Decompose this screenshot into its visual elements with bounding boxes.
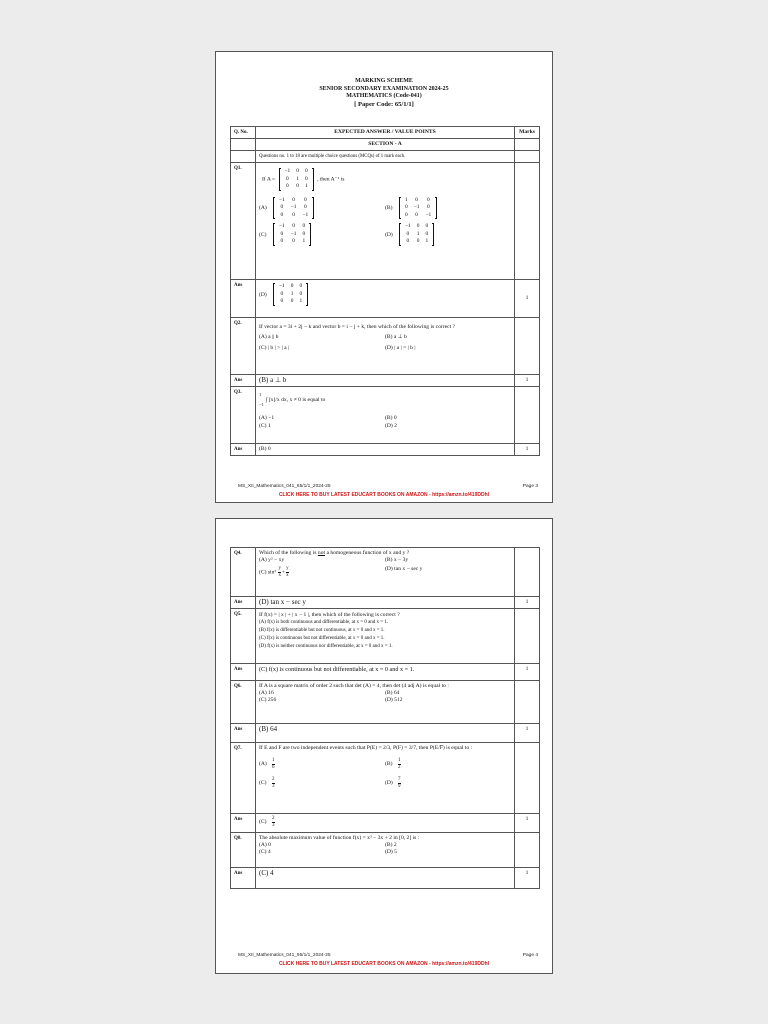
question-row-q2: [231, 318, 540, 375]
matrix-cell: −1: [290, 204, 297, 210]
answer-label: Ans: [231, 664, 256, 681]
q1-stem-pre: If A =: [262, 176, 276, 183]
question-row-q3: [231, 387, 540, 444]
option-c: (C) 1: [259, 423, 271, 429]
matrix-row: [276, 283, 305, 291]
marks-value: 1: [515, 444, 540, 456]
matrix-cell: 0: [286, 175, 289, 182]
q2-stem: If vector a = 3i + 2j − k and vector b = i − j + k, then which of the following is correct ?: [259, 324, 456, 330]
option-c: (C) $\frac{2}{3}$: [259, 777, 275, 789]
matrix-cell: 0: [415, 196, 418, 203]
matrix-option-d: [399, 223, 434, 246]
marking-table-page4: [230, 547, 540, 889]
question-row-q6: [231, 681, 540, 724]
option-a: (A) y² − xy: [259, 557, 285, 563]
option-d: (D) −1 0 0 0 1 0 0 0 1: [385, 222, 511, 247]
answer-row-q5: [231, 664, 540, 681]
footer-file-name: MS_XII_Mathematics_041_65/1/1_2024-25: [238, 953, 331, 958]
matrix-cell: 0: [304, 175, 308, 182]
matrix-cell: 0: [304, 168, 308, 174]
amazon-promo-link[interactable]: CLICK HERE TO BUY LATEST EDUCART BOOKS ON AMAZON - https://amzn.to/419DDhl: [278, 961, 490, 967]
matrix-cell: −1: [290, 230, 297, 237]
option-b: (B) 1 0 0 0 −1 0 0 0 −1: [385, 196, 511, 221]
matrix-cell: 0: [292, 211, 295, 218]
matrix-cell: 0: [425, 223, 429, 229]
option-b: (B) $\frac{1}{2}$: [385, 758, 401, 770]
answer-body: (C) 4: [256, 868, 515, 889]
answer-body: (B) 64: [256, 724, 515, 743]
matrix-cell: −1: [425, 211, 432, 218]
question-number: Q6.: [231, 681, 256, 724]
option-d: (D) 5: [385, 849, 397, 855]
matrix-cell: 0: [280, 211, 284, 218]
matrix-cell: 0: [286, 183, 289, 189]
matrix-cell: 0: [296, 183, 299, 189]
question-body: [256, 833, 515, 868]
question-row-q7: [231, 743, 540, 814]
matrix-row: [282, 183, 311, 191]
matrix-row: [276, 212, 311, 220]
matrix-cell: 1: [405, 196, 408, 203]
question-number: Q8.: [231, 833, 256, 868]
option-a: (A) 16: [259, 690, 274, 696]
question-number: Q2.: [231, 318, 256, 375]
header-paper-code: [ Paper Code: 65/1/1]: [354, 100, 414, 108]
answer-label: Ans: [231, 724, 256, 743]
option-d: (D) 512: [385, 697, 403, 703]
marking-table-page3: [230, 126, 540, 456]
option-d: (D) tan x − sec y: [385, 566, 423, 572]
instruction-text: Questions no. 1 to 18 are multiple choice questions (MCQs) of 1 mark each.: [256, 151, 515, 163]
matrix-row: [402, 231, 431, 239]
option-d: (D) f(x) is neither continuous nor differentiable, at x = 0 and x = 1.: [259, 644, 393, 649]
answer-body: (D) −1 0 0 0 1 0 0 0 1: [256, 280, 515, 318]
matrix-cell: 0: [280, 238, 284, 244]
question-body: [256, 609, 515, 664]
question-body: [256, 163, 515, 280]
answer-label: Ans: [231, 597, 256, 609]
header-subject: MATHEMATICS (Code-041): [346, 93, 422, 100]
col-marks: Marks: [515, 127, 540, 139]
question-body: [256, 318, 515, 375]
answer-row-q6: [231, 724, 540, 743]
matrix-cell: 0: [296, 168, 299, 174]
answer-body: (C) f(x) is continuous but not differentiable, at x = 0 and x = 1.: [256, 664, 515, 681]
matrix-row: [402, 238, 431, 246]
option-c: (C) 4: [259, 849, 271, 855]
marks-value: 1: [515, 868, 540, 889]
option-a: (A) f(x) is both continuous and differentiable, at x = 0 and x = 1.: [259, 620, 389, 625]
option-c: (C) sin² $\frac{y}{x}$ + $\frac{y}{x}$: [259, 566, 289, 578]
question-row-q8: [231, 833, 540, 868]
header-exam: SENIOR SECONDARY EXAMINATION 2024-25: [319, 85, 449, 92]
matrix-cell: 1: [302, 238, 306, 244]
matrix-row: [282, 168, 311, 176]
question-number: Q4.: [231, 548, 256, 597]
matrix-cell: 0: [280, 204, 284, 210]
marks-value: 1: [515, 664, 540, 681]
page-footer: [238, 484, 538, 489]
matrix-row: [276, 197, 311, 205]
question-number: Q5.: [231, 609, 256, 664]
answer-row-q1: [231, 280, 540, 318]
marks-value: 1: [515, 724, 540, 743]
matrix-cell: −1: [413, 204, 420, 210]
q1-stem-post: , then A⁻¹ is: [317, 176, 345, 183]
matrix-cell: 0: [426, 204, 430, 210]
matrix-cell: −1: [284, 168, 291, 174]
q5-stem: If f(x) = | x | + | x − 1 |, then which of the following is correct ?: [259, 612, 400, 618]
question-row-q4: [231, 548, 540, 597]
matrix-row: [402, 212, 434, 220]
option-a: (A) $\frac{1}{6}$: [259, 758, 275, 770]
matrix-cell: −1: [302, 211, 309, 218]
option-d: (D) | a | = | b |: [385, 345, 416, 351]
q3-stem: ∫ [x]/x dx, x ≠ 0 is equal to: [265, 396, 326, 403]
header-title: MARKING SCHEME: [355, 78, 413, 84]
option-b: (B) a ⊥ b: [385, 334, 407, 340]
matrix-cell: 1: [296, 175, 299, 182]
matrix-cell: 0: [292, 196, 295, 203]
matrix-cell: 0: [290, 298, 294, 304]
matrix-row: [282, 176, 311, 184]
option-c: (C) −1 0 0 0 −1 0 0 0 1: [259, 222, 385, 247]
footer-page-number: Page 3: [522, 484, 538, 489]
option-a: (A) −1 0 0 0 −1 0 0 0 −1: [259, 196, 385, 221]
matrix-a: [279, 168, 314, 191]
col-expected: EXPECTED ANSWER / VALUE POINTS: [256, 127, 515, 139]
answer-label: Ans: [231, 814, 256, 833]
marks-value: 1: [515, 375, 540, 387]
matrix-cell: 1: [290, 290, 294, 297]
section-row: [231, 139, 540, 151]
matrix-cell: 0: [405, 204, 408, 210]
option-a: (A) a || b: [259, 334, 279, 340]
question-row-q5: [231, 609, 540, 664]
instruction-row: [231, 151, 540, 163]
matrix-cell: 0: [406, 230, 410, 237]
matrix-row: [276, 204, 311, 212]
answer-label: Ans: [231, 375, 256, 387]
matrix-cell: 1: [416, 230, 420, 237]
answer-row-q8: [231, 868, 540, 889]
marks-value: 1: [515, 814, 540, 833]
answer-body: (B) a ⊥ b: [256, 375, 515, 387]
option-b: (B) 64: [385, 690, 400, 696]
option-c: (C) 256: [259, 697, 277, 703]
matrix-option-c: [273, 223, 311, 246]
matrix-cell: 0: [292, 223, 295, 229]
question-number: Q1.: [231, 163, 256, 280]
matrix-answer: [273, 283, 308, 306]
matrix-cell: 0: [415, 211, 418, 218]
q4-stem: Which of the following is not a homogeneous function of x and y ?: [259, 550, 410, 556]
option-b: (B) x − 3y: [385, 557, 409, 563]
marks-value: 1: [515, 280, 540, 318]
answer-row-q3: [231, 444, 540, 456]
answer-row-q4: [231, 597, 540, 609]
matrix-cell: 0: [280, 230, 284, 237]
answer-label: Ans: [231, 280, 256, 318]
matrix-cell: 0: [405, 211, 408, 218]
matrix-cell: −1: [279, 196, 285, 203]
matrix-row: [402, 223, 431, 231]
matrix-row: [276, 223, 308, 231]
matrix-cell: 0: [304, 196, 307, 203]
col-qno: Q. No.: [231, 127, 256, 139]
header-block: [216, 78, 552, 108]
matrix-cell: 1: [304, 183, 308, 189]
matrix-row: [276, 238, 308, 246]
option-d: (D) $\frac{7}{9}$: [385, 777, 401, 789]
integral-limits: [259, 390, 264, 410]
matrix-cell: −1: [279, 283, 285, 289]
matrix-cell: 0: [425, 230, 429, 237]
answer-row-q7: [231, 814, 540, 833]
section-title: SECTION - A: [256, 139, 515, 151]
matrix-cell: 0: [304, 204, 307, 210]
option-a: (A) −1: [259, 415, 275, 421]
matrix-cell: 0: [299, 290, 303, 297]
question-number: Q3.: [231, 387, 256, 444]
matrix-cell: 0: [416, 238, 420, 244]
matrix-row: [276, 291, 305, 299]
option-b: (B) f(x) is differentiable but not continuous, at x = 0 and x = 1.: [259, 628, 385, 633]
matrix-cell: 0: [292, 238, 295, 244]
question-body: [256, 387, 515, 444]
option-c: (C) f(x) is continuous but not differentiable, at x = 0 and x = 1.: [259, 636, 385, 641]
amazon-promo-link[interactable]: CLICK HERE TO BUY LATEST EDUCART BOOKS ON AMAZON - https://amzn.to/419DDhl: [278, 492, 490, 498]
answer-body: (C) $\frac{2}{3}$: [256, 814, 515, 833]
matrix-cell: 1: [425, 238, 429, 244]
q8-stem: The absolute maximum value of function f(x) = x³ − 3x + 2 in [0, 2] is :: [259, 835, 420, 841]
answer-row-q2: [231, 375, 540, 387]
option-a: (A) 0: [259, 842, 271, 848]
marks-value: 1: [515, 597, 540, 609]
matrix-cell: 0: [290, 283, 294, 289]
table-header-row: [231, 127, 540, 139]
matrix-cell: 0: [302, 230, 306, 237]
matrix-cell: 0: [416, 223, 420, 229]
matrix-cell: 0: [426, 196, 430, 203]
matrix-row: [276, 231, 308, 239]
matrix-cell: 0: [299, 283, 303, 289]
page-footer: [238, 953, 538, 958]
matrix-cell: 1: [299, 298, 303, 304]
matrix-row: [276, 298, 305, 306]
document-page-4: [215, 518, 553, 974]
matrix-cell: −1: [279, 223, 285, 229]
answer-label: Ans: [231, 868, 256, 889]
matrix-row: [402, 204, 434, 212]
matrix-cell: 0: [406, 238, 410, 244]
q7-stem: If E and F are two independent events such that P(E) = 2/3, P(F) = 3/7, then P(E/F̅) is equal to :: [259, 745, 473, 751]
option-c: (C) | b | > | a |: [259, 345, 290, 351]
option-d: (D) 2: [385, 423, 397, 429]
answer-body: (D) tan x − sec y: [256, 597, 515, 609]
answer-label: Ans: [231, 444, 256, 456]
lower-limit: −1: [259, 402, 264, 407]
matrix-option-a: [273, 197, 314, 220]
answer-body: (B) 0: [256, 444, 515, 456]
matrix-cell: 0: [280, 298, 284, 304]
option-b: (B) 0: [385, 415, 397, 421]
footer-file-name: MS_XII_Mathematics_041_65/1/1_2024-25: [238, 484, 331, 489]
document-page-3: [215, 51, 553, 503]
matrix-row: [402, 197, 434, 205]
question-number: Q7.: [231, 743, 256, 814]
upper-limit: 1: [259, 392, 262, 397]
footer-page-number: Page 4: [522, 953, 538, 958]
question-body: [256, 743, 515, 814]
question-row-q1: [231, 163, 540, 280]
matrix-cell: −1: [405, 223, 411, 229]
question-body: [256, 548, 515, 597]
matrix-option-b: [399, 197, 437, 220]
q6-stem: If A is a square matrix of order 2 such that det (A) = 4, then det (4 adj A) is equal to :: [259, 683, 449, 689]
question-body: [256, 681, 515, 724]
matrix-cell: 0: [302, 223, 306, 229]
matrix-cell: 0: [280, 290, 284, 297]
option-b: (B) 2: [385, 842, 397, 848]
